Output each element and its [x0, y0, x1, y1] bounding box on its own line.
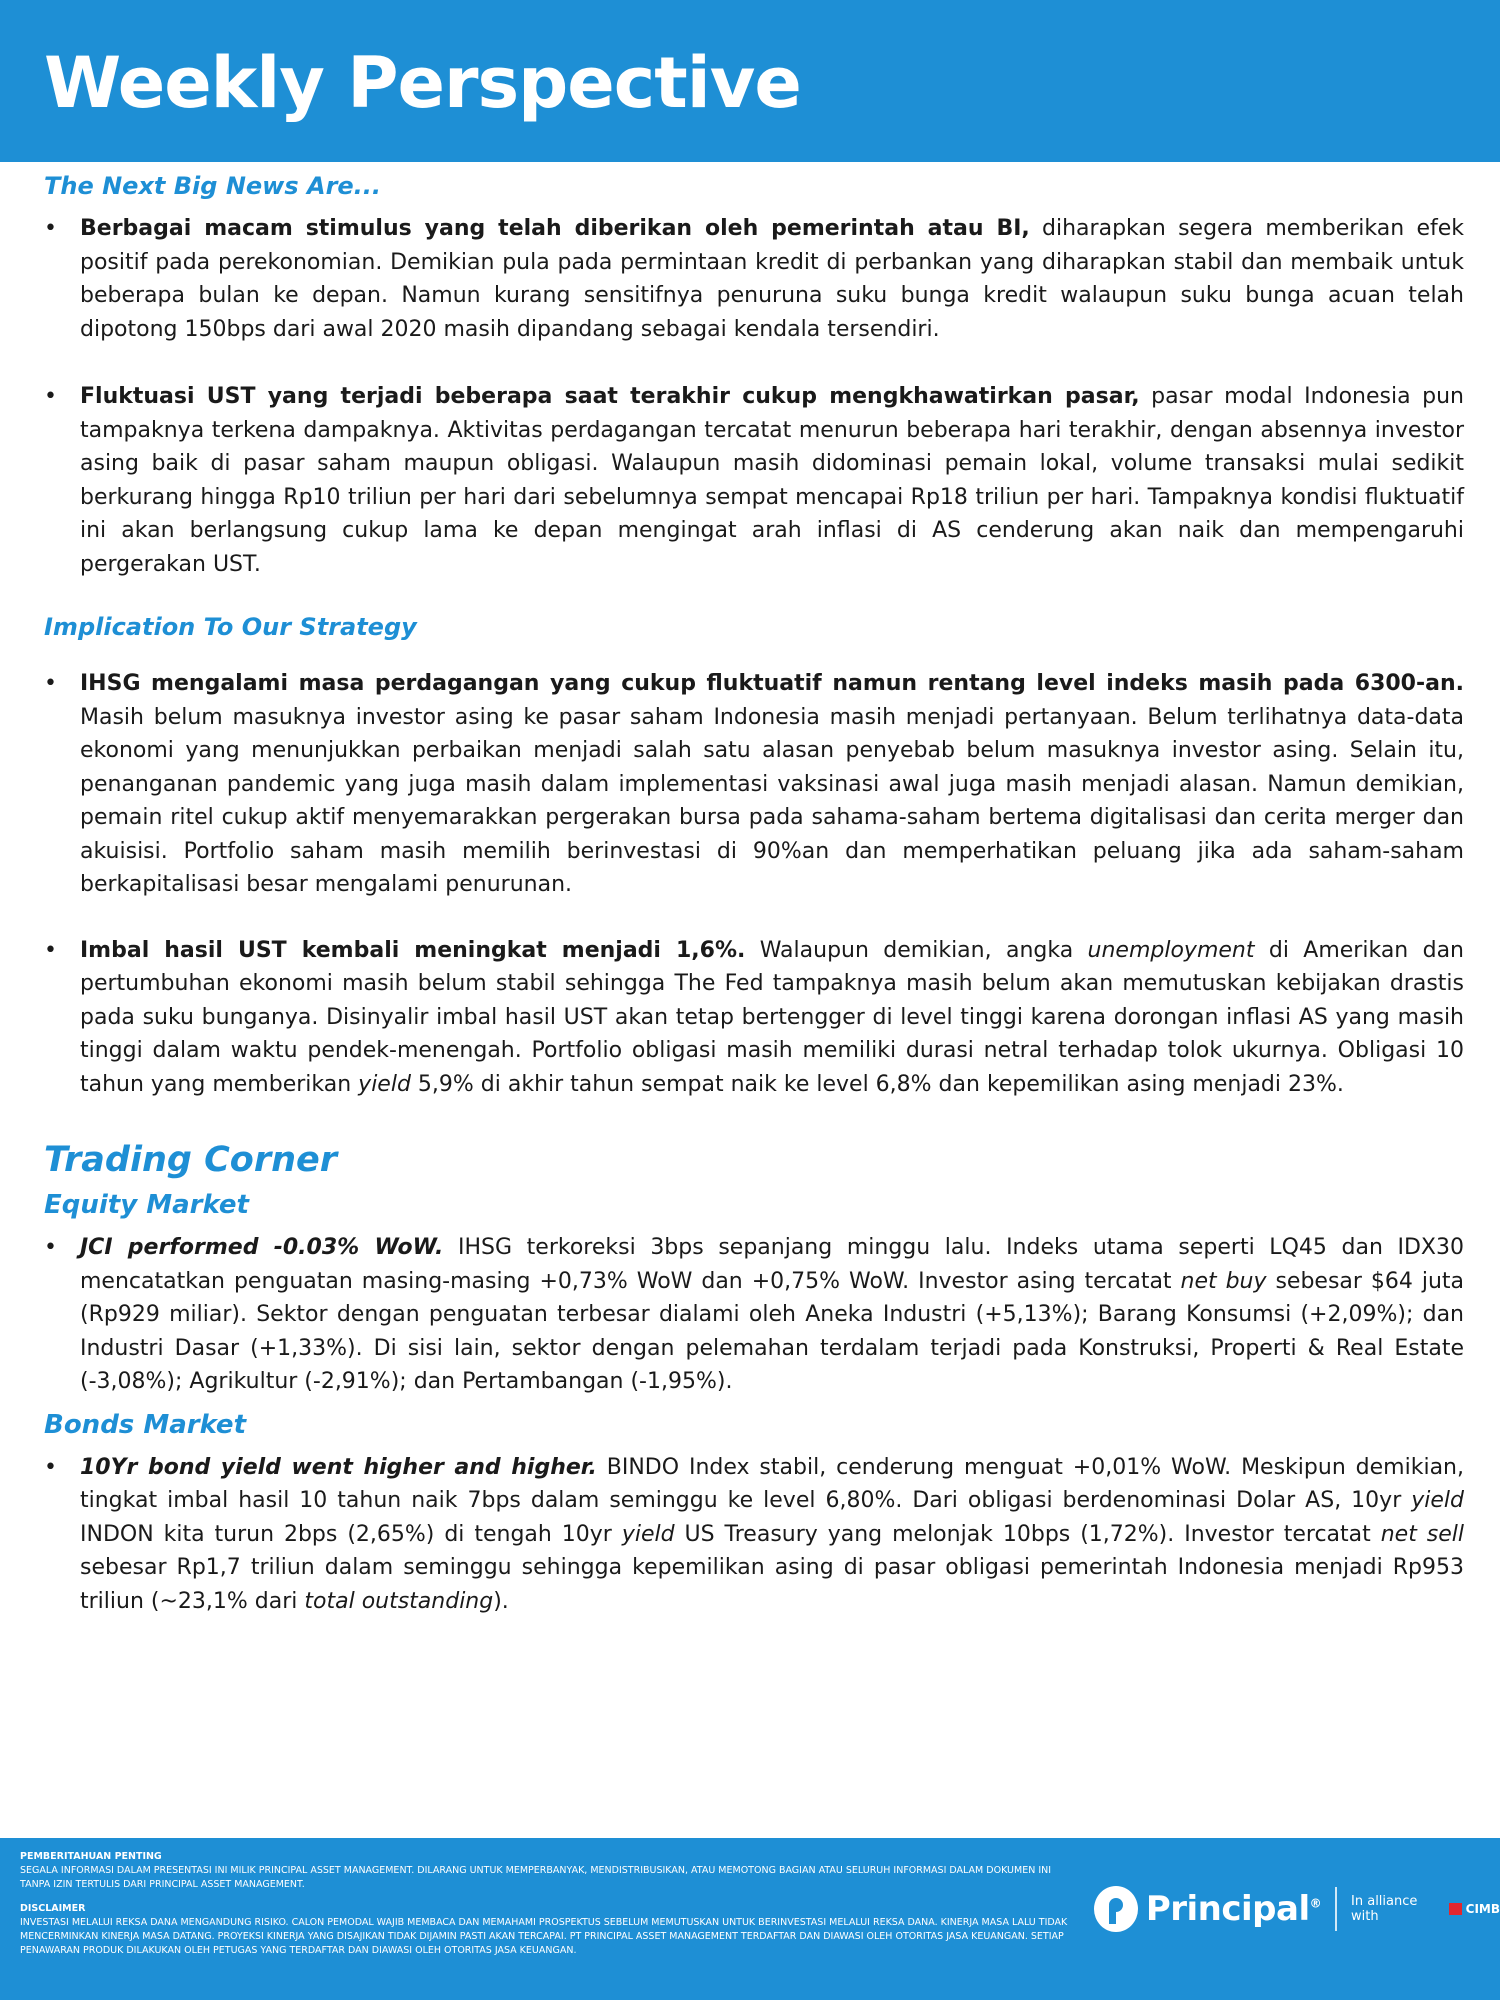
- list-item: [44, 934, 1464, 1102]
- list-item: [44, 1451, 1464, 1619]
- bullet-text: JCI performed -0.03% WoW. IHSG terkoreksi 3bps sepanjang minggu lalu. Indeks utama seperti LQ45 dan IDX30 mencatatkan penguatan masing-masing +0,73% WoW dan +0,75% WoW. Investor asing tercatat net buy sebesar $64 juta (Rp929 miliar). Sektor dengan penguatan terbesar dialami oleh Aneka Industri (+5,13%); Barang Konsumsi (+2,09%); dan Industri Dasar (+1,33%). Di sisi lain, sektor dengan pelemahan terdalam terjadi pada Konstruksi, Properti & Real Estate (-3,08%); Agrikultur (-2,91%); dan Pertambangan (-1,95%).: [80, 1235, 1465, 1394]
- page-header: [0, 0, 1500, 162]
- list-item: [44, 667, 1464, 902]
- bullet-icon: •: [44, 216, 57, 241]
- principal-logo: [1094, 1886, 1500, 1932]
- principal-logo-icon: [1094, 1886, 1138, 1932]
- bullet-text: Imbal hasil UST kembali meningkat menjadi 1,6%. Walaupun demikian, angka unemployment di Amerikan dan pertumbuhan ekonomi masih belum stabil sehingga The Fed tampaknya masih belum akan memutuskan kebijakan drastis pada suku bunganya. Disinyalir imbal hasil UST akan tetap bertengger di level tinggi karena dorongan inflasi AS yang masih tinggi dalam waktu pendek-menengah. Portfolio obligasi masih memiliki durasi netral terhadap tolok ukurnya. Obligasi 10 tahun yang memberikan yield 5,9% di akhir tahun sempat naik ke level 6,8% dan kepemilikan asing menjadi 23%.: [80, 937, 1464, 1097]
- implication-heading: Implication To Our Strategy: [44, 613, 417, 641]
- cimb-logo-icon: [1449, 1903, 1462, 1915]
- logo-text: Principal®: [1145, 1889, 1322, 1929]
- list-item: [44, 1231, 1464, 1399]
- disclaimer-title: DISCLAIMER: [20, 1903, 86, 1914]
- main-content: [44, 168, 1464, 1618]
- next-big-news-heading: The Next Big News Are...: [44, 172, 382, 200]
- equity-market-heading: Equity Market: [44, 1190, 249, 1220]
- bullet-icon: •: [44, 937, 57, 963]
- notice-text: SEGALA INFORMASI DALAM PRESENTASI INI MILIK PRINCIPAL ASSET MANAGEMENT. DILARANG UNTUK MEMPERBANYAK, MENDISTRIBUSIKAN, ATAU MEMOTONG BAGIAN ATAU SELURUH INFORMASI DALAM DOKUMEN INI TANPA IZIN TERTULIS DARI PRINCIPAL ASSET MANAGEMENT.: [20, 1865, 1052, 1890]
- bullet-text: IHSG mengalami masa perdagangan yang cukup fluktuatif namun rentang level indeks masih pada 6300-an. Masih belum masuknya investor asing ke pasar saham Indonesia masih menjadi pertanyaan. Belum terlihatnya data-data ekonomi yang menunjukkan perbaikan menjadi salah satu alasan penyebab belum masuknya investor asing. Selain itu, penanganan pandemic yang juga masih dalam implementasi vaksinasi awal juga masih menjadi alasan. Namun demikian, pemain ritel cukup aktif menyemarakkan pergerakan bursa pada sahama-saham bertema digitalisasi dan cerita merger dan akuisisi. Portfolio saham masih memilih berinvestasi di 90%an dan memperhatikan peluang jika ada saham-saham berkapitalisasi besar mengalami penurunan.: [80, 671, 1464, 897]
- bonds-market-heading: Bonds Market: [44, 1409, 246, 1440]
- logo-divider: [1335, 1887, 1337, 1931]
- list-item: [44, 212, 1464, 346]
- cimb-text: CIMB: [1465, 1902, 1500, 1916]
- bullet-icon: •: [44, 1235, 57, 1260]
- bullet-icon: •: [44, 1454, 57, 1480]
- trading-corner-heading: Trading Corner: [44, 1140, 338, 1180]
- page-title: Weekly Perspective: [44, 42, 801, 124]
- disclaimer-text: INVESTASI MELALUI REKSA DANA MENGANDUNG RISIKO. CALON PEMODAL WAJIB MEMBACA DAN MEMAHAMI PROSPEKTUS SEBELUM MEMUTUSKAN UNTUK BERINVESTASI MELALUI REKSA DANA. KINERJA MASA LALU TIDAK MENCERMINKAN KINERJA MASA DATANG. PROYEKSI KINERJA YANG DISAJIKAN TIDAK DIJAMIN PASTI AKAN TERCAPAI. PT PRINCIPAL ASSET MANAGEMENT TERDAFTAR DAN DIAWASI OLEH OTORITAS JASA KEUANGAN. SETIAP PENAWARAN PRODUK DILAKUKAN OLEH PETUGAS YANG TERDAFTAR DAN DIAWASI OLEH OTORITAS JASA KEUANGAN.: [20, 1917, 1068, 1956]
- page-footer: [0, 1838, 1500, 2000]
- legal-notice: [20, 1850, 1080, 1958]
- bullet-text: Berbagai macam stimulus yang telah diberikan oleh pemerintah atau BI, diharapkan segera memberikan efek positif pada perekonomian. Demikian pula pada permintaan kredit di perbankan yang diharapkan stabil dan membaik untuk beberapa bulan ke depan. Namun kurang sensitifnya penuruna suku bunga kredit walaupun suku bunga acuan telah dipotong 150bps dari awal 2020 masih dipandang sebagai kendala tersendiri.: [80, 216, 1464, 342]
- bullet-text: Fluktuasi UST yang terjadi beberapa saat terakhir cukup mengkhawatirkan pasar, pasar modal Indonesia pun tampaknya terkena dampaknya. Aktivitas perdagangan tercatat menurun beberapa hari terakhir, dengan absennya investor asing baik di pasar saham maupun obligasi. Walaupun masih didominasi pemain lokal, volume transaksi mulai sedikit berkurang hingga Rp10 triliun per hari dari sebelumnya sempat mencapai Rp18 triliun per hari. Tampaknya kondisi fluktuatif ini akan berlangsung cukup lama ke depan mengingat arah inflasi di AS cenderung akan naik dan mempengaruhi pergerakan UST.: [80, 384, 1464, 577]
- alliance-label: In alliance with CIMB: [1351, 1894, 1500, 1924]
- bullet-icon: •: [44, 384, 57, 409]
- notice-title: PEMBERITAHUAN PENTING: [20, 1851, 162, 1862]
- list-item: [44, 380, 1464, 581]
- bullet-text: 10Yr bond yield went higher and higher. BINDO Index stabil, cenderung menguat +0,01% WoW. Meskipun demikian, tingkat imbal hasil 10 tahun naik 7bps dalam seminggu ke level 6,80%. Dari obligasi berdenominasi Dolar AS, 10yr yield INDON kita turun 2bps (2,65%) di tengah 10yr yield US Treasury yang melonjak 10bps (1,72%). Investor tercatat net sell sebesar Rp1,7 triliun dalam seminggu sehingga kepemilikan asing di pasar obligasi pemerintah Indonesia menjadi Rp953 triliun (~23,1% dari total outstanding).: [80, 1454, 1464, 1614]
- bullet-icon: •: [44, 671, 57, 696]
